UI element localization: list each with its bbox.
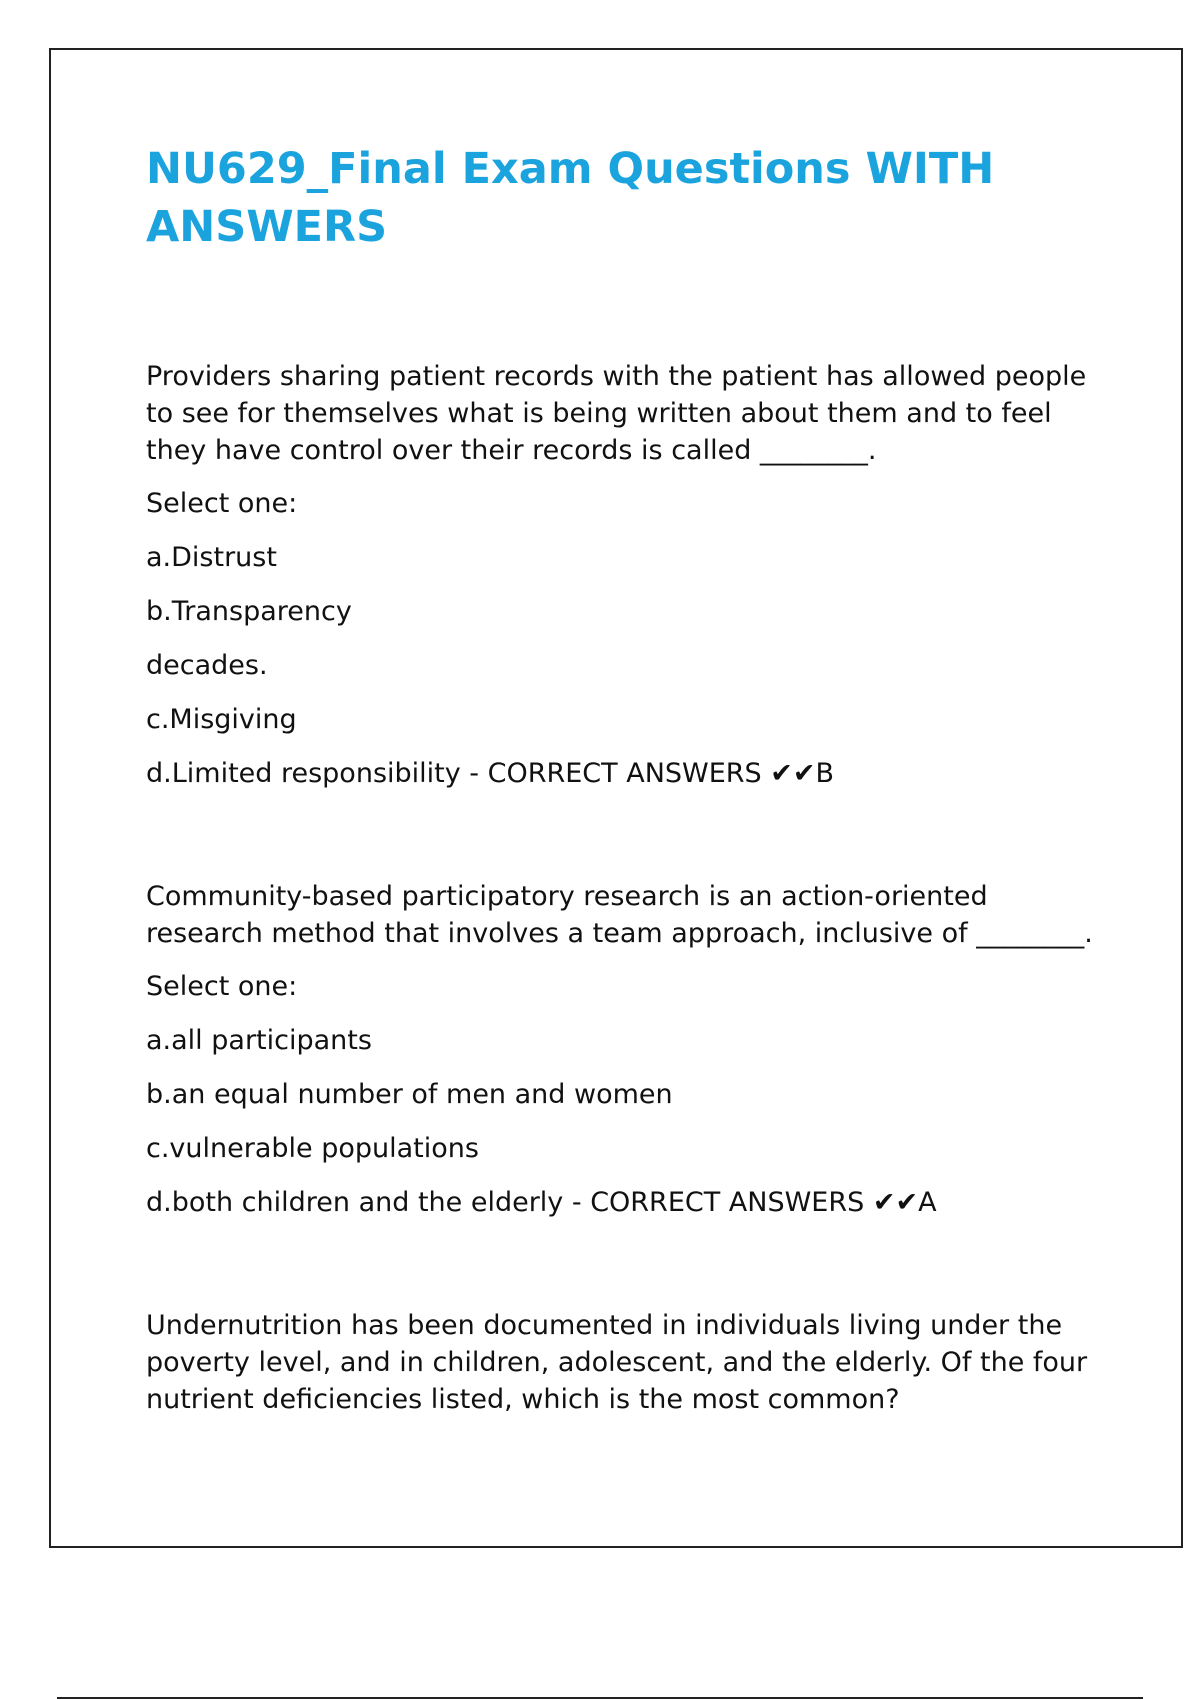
option-c: c.vulnerable populations (146, 1133, 479, 1164)
option-d-with-answer: d.both children and the elderly - CORRECT ANSWERS ✔✔A (146, 1187, 937, 1218)
option-d-with-answer: d.Limited responsibility - CORRECT ANSWERS ✔✔B (146, 758, 835, 789)
stray-text-line: decades. (146, 650, 268, 681)
question-2 (146, 878, 1106, 1221)
question-text: Undernutrition has been documented in individuals living under the poverty level, and in children, adolescent, and the elderly. Of the four nutrient deficiencies listed, which is the most common? (146, 1310, 1088, 1415)
option-b: b.Transparency (146, 596, 352, 627)
option-a: a.all participants (146, 1025, 372, 1056)
question-1 (146, 358, 1106, 792)
footer-divider (57, 1697, 1143, 1699)
option-b: b.an equal number of men and women (146, 1079, 673, 1110)
document-content (146, 140, 1106, 1418)
document-title: NU629_Final Exam Questions WITH ANSWERS (146, 144, 995, 252)
select-one-label: Select one: (146, 971, 298, 1002)
option-c: c.Misgiving (146, 704, 297, 735)
question-text: Providers sharing patient records with the patient has allowed people to see for themselves what is being written about them and to feel they have control over their records is called ________. (146, 361, 1087, 466)
question-text: Community-based participatory research is an action-oriented research method that involves a team approach, inclusive of ________. (146, 881, 1093, 949)
question-3 (146, 1307, 1106, 1418)
select-one-label: Select one: (146, 488, 298, 519)
option-a: a.Distrust (146, 542, 277, 573)
